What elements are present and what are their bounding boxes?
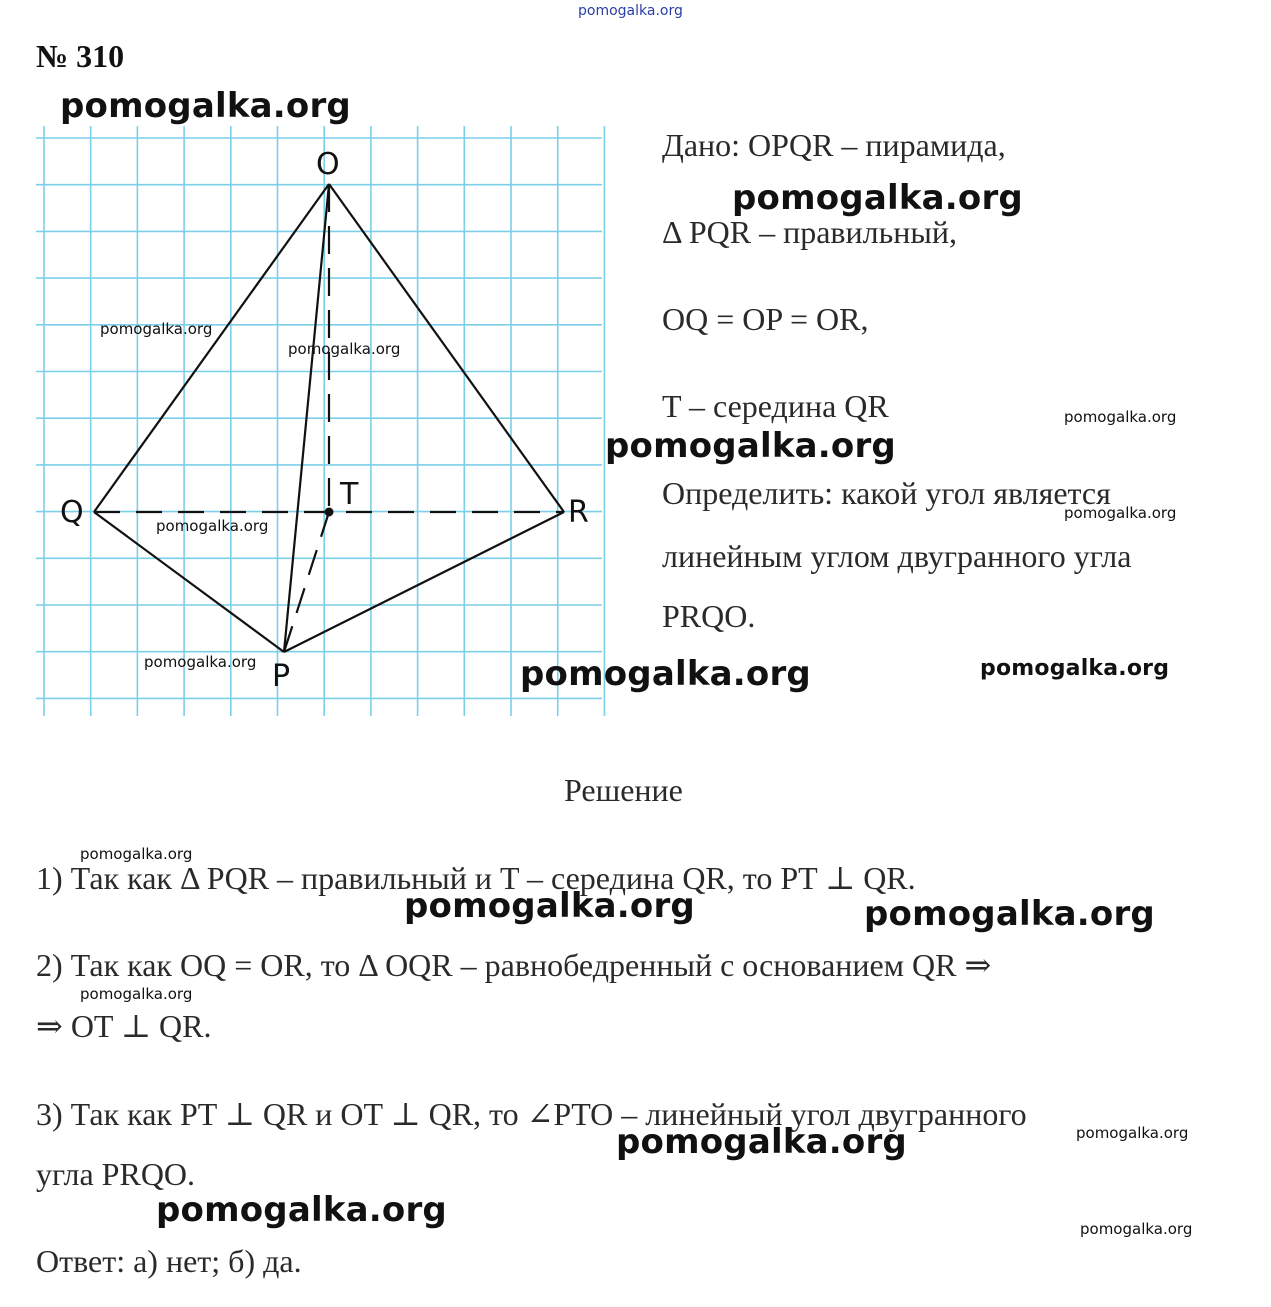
given-line-7: PRQO. xyxy=(662,598,756,634)
given-line-3: OQ = OP = OR, xyxy=(662,301,869,337)
watermark: pomogalka.org xyxy=(732,178,1023,218)
watermark: pomogalka.org xyxy=(605,426,896,466)
label-Q: Q xyxy=(60,495,84,530)
given-line-6: линейным углом двугранного угла xyxy=(662,538,1132,574)
watermark-small: pomogalka.org xyxy=(1076,1124,1189,1142)
watermark: pomogalka.org xyxy=(404,886,695,926)
watermark-small: pomogalka.org xyxy=(1064,408,1177,426)
problem-number: № 310 xyxy=(36,38,125,74)
point-T xyxy=(325,508,334,517)
edge-RP xyxy=(284,512,564,652)
watermark-small: pomogalka.org xyxy=(80,845,193,863)
grid xyxy=(36,126,604,716)
solution-heading: Решение xyxy=(564,772,683,808)
watermark-small: pomogalka.org xyxy=(100,320,213,338)
given-line-4: T – середина QR xyxy=(662,388,889,424)
watermark: pomogalka.org xyxy=(980,656,1170,681)
watermark-small: pomogalka.org xyxy=(144,653,257,671)
watermark-small: pomogalka.org xyxy=(1080,1220,1193,1238)
label-T: T xyxy=(340,477,359,512)
watermark-small: pomogalka.org xyxy=(156,517,269,535)
watermark: pomogalka.org xyxy=(864,894,1155,934)
watermark: pomogalka.org xyxy=(616,1122,907,1162)
solution-step-3a: 3) Так как PT ⊥ QR и OT ⊥ QR, то ∠PTO – линейный угол двугранного xyxy=(36,1096,1027,1132)
solution-step-1: 1) Так как Δ PQR – правильный и T – середина QR, то PT ⊥ QR. xyxy=(36,860,916,896)
given-line-5: Определить: какой угол является xyxy=(662,475,1111,511)
answer: Ответ: а) нет; б) да. xyxy=(36,1243,302,1279)
site-watermark-top: pomogalka.org xyxy=(578,3,683,19)
given-line-1: Дано: OPQR – пирамида, xyxy=(662,127,1006,163)
watermark-small: pomogalka.org xyxy=(1064,504,1177,522)
watermark-small: pomogalka.org xyxy=(288,340,401,358)
solution-step-2b: ⇒ OT ⊥ QR. xyxy=(36,1008,212,1044)
watermark: pomogalka.org xyxy=(60,86,351,126)
watermark-small: pomogalka.org xyxy=(80,985,193,1003)
label-P: P xyxy=(272,659,291,694)
watermark: pomogalka.org xyxy=(156,1190,447,1230)
given-line-2: Δ PQR – правильный, xyxy=(662,214,957,250)
pyramid-figure xyxy=(36,126,606,720)
solution-step-3b: угла PRQO. xyxy=(36,1156,196,1192)
label-O: O xyxy=(316,147,340,182)
label-R: R xyxy=(568,495,589,530)
solution-step-2a: 2) Так как OQ = OR, то Δ OQR – равнобедренный с основанием QR ⇒ xyxy=(36,947,992,983)
watermark: pomogalka.org xyxy=(520,654,811,694)
